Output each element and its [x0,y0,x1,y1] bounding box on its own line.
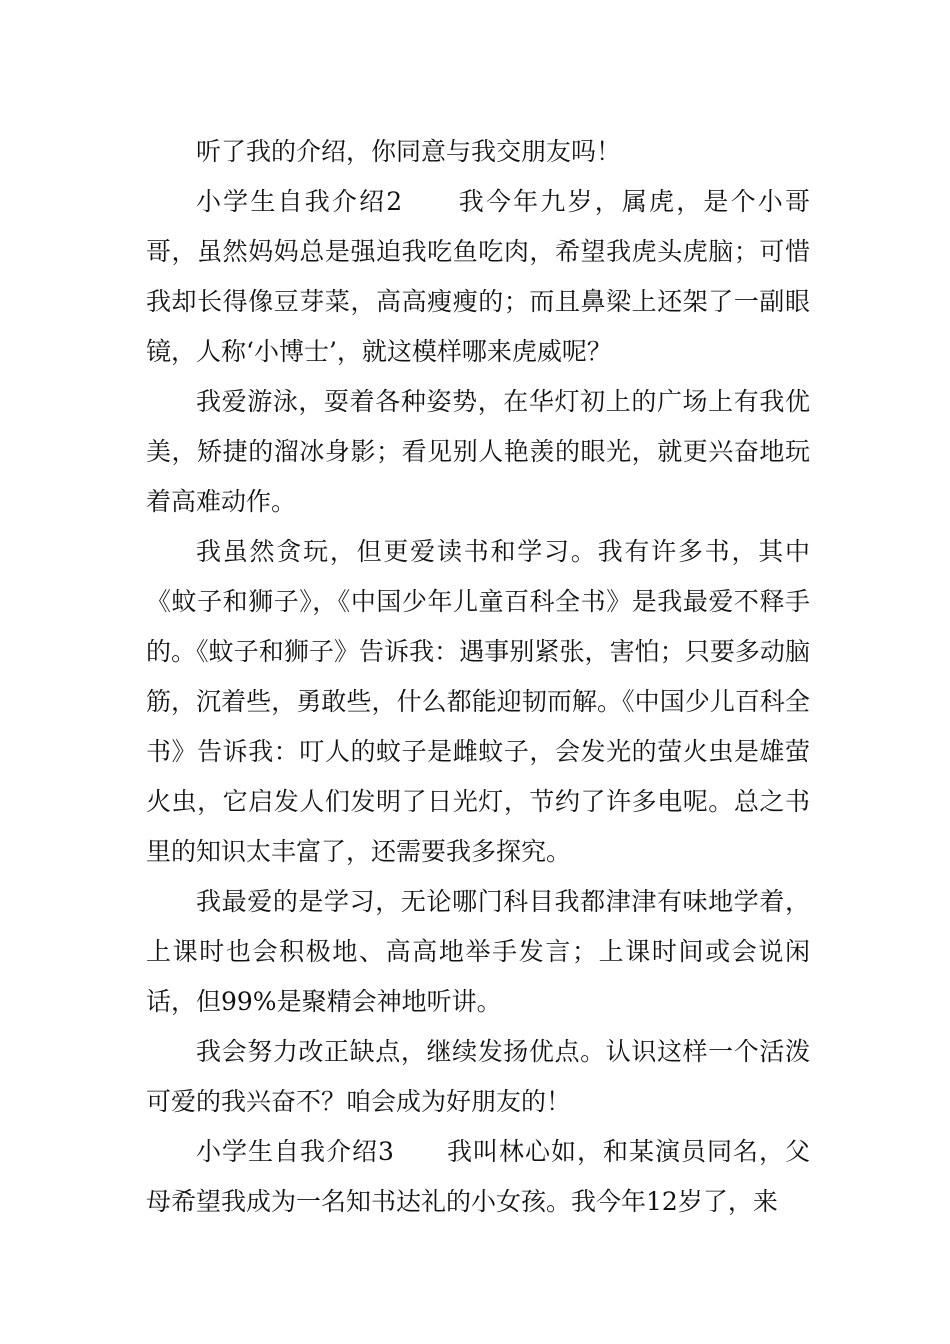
paragraph-closing: 我会努力改正缺点，继续发扬优点。认识这样一个活泼可爱的我兴奋不？咱会成为好朋友的！ [146,1037,810,1116]
paragraph-swimming: 我爱游泳，耍着各种姿势，在华灯初上的广场上有我优美，矫捷的溜冰身影；看见别人艳羡的眼光，就更兴奋地玩着高难动作。 [146,387,810,516]
paragraph-intro-2-opening: 小学生自我介绍2 我今年九岁，属虎，是个小哥哥，虽然妈妈总是强迫我吃鱼吃肉，希望我虎头虎脑；可惜我却长得像豆芽菜，高高瘦瘦的；而且鼻梁上还架了一副眼镜，人称‘小博士’，就这模样哪来虎威呢？ [146,187,810,366]
paragraph-intro-3-opening: 小学生自我介绍3 我叫林心如，和某演员同名，父母希望我成为一名知书达礼的小女孩。我今年12岁了，来 [146,1137,810,1216]
document-page [146,127,810,1227]
paragraph-intro-end: 听了我的介绍，你同意与我交朋友吗！ [196,137,622,166]
paragraph-reading: 我虽然贪玩，但更爱读书和学习。我有许多书，其中《蚊子和狮子》，《中国少年儿童百科全书》是我最爱不释手的。《蚊子和狮子》告诉我：遇事别紧张，害怕；只要多动脑筋，沉着些，勇敢些，什么都能迎韧而解。《中国少儿百科全书》告诉我：叮人的蚊子是雌蚊子，会发光的萤火虫是雄萤火虫，它启发人们发明了日光灯，节约了许多电呢。总之书里的知识太丰富了，还需要我多探究。 [146,537,810,866]
paragraph-studying: 我最爱的是学习，无论哪门科目我都津津有味地学着，上课时也会积极地、高高地举手发言；上课时间或会说闲话，但99%是聚精会神地听讲。 [146,887,810,1016]
